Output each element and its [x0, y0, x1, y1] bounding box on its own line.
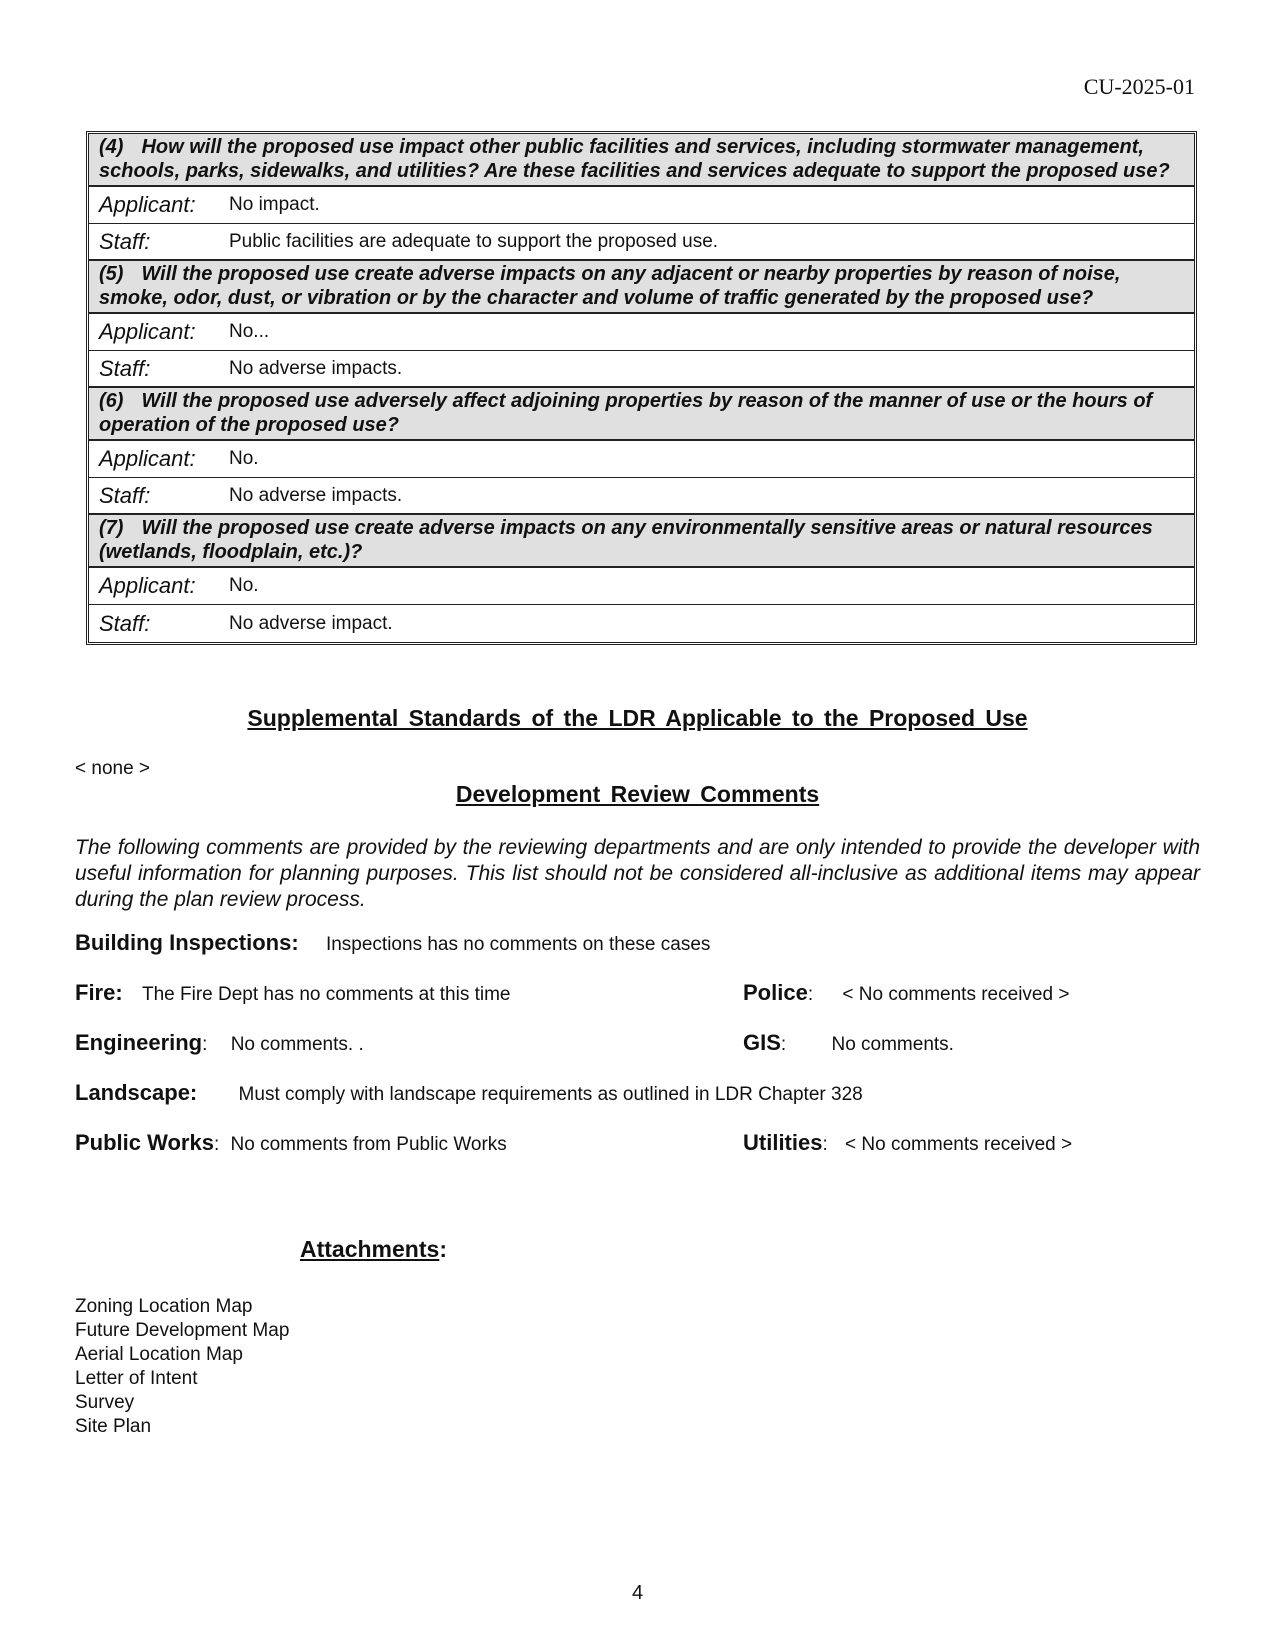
- comment-text: Inspections has no comments on these cases: [325, 934, 711, 955]
- staff-label: Staff:: [99, 610, 151, 636]
- staff-label: Staff:: [99, 228, 151, 254]
- attachment-item: Letter of Intent: [75, 1368, 198, 1389]
- case-number: CU-2025-01: [1083, 74, 1195, 99]
- attachments-list: [75, 1295, 289, 1439]
- attachment-item: Survey: [75, 1392, 135, 1413]
- applicant-response: No.: [229, 448, 259, 469]
- staff-response: No adverse impacts.: [229, 484, 403, 506]
- staff-label: Staff:: [99, 482, 151, 508]
- criterion-question: [89, 388, 1194, 441]
- attachment-item: Future Development Map: [75, 1320, 290, 1341]
- comment-building-inspections: [75, 930, 710, 956]
- staff-response: No adverse impact.: [229, 612, 393, 634]
- comment-label-colon: :: [822, 1134, 828, 1155]
- comment-utilities: [743, 1130, 1072, 1156]
- applicant-row: [89, 568, 1194, 605]
- applicant-label: Applicant:: [99, 319, 196, 344]
- staff-row: [89, 351, 1194, 388]
- comment-label: Engineering: [75, 1030, 203, 1055]
- comment-engineering: [75, 1030, 364, 1056]
- applicant-row: [89, 314, 1194, 351]
- comment-label: Police: [743, 980, 808, 1005]
- staff-label: Staff:: [99, 355, 151, 381]
- attachment-item: Zoning Location Map: [75, 1296, 253, 1317]
- applicant-response: No.: [229, 575, 259, 596]
- attachments-title: Attachments: [300, 1236, 440, 1262]
- staff-row: [89, 224, 1194, 261]
- criterion-text: Will the proposed use create adverse impacts on any adjacent or nearby properties by reason of noise, smoke, odor, dust, or vibration or by the character and volume of traffic generated by the proposed use?: [99, 263, 1121, 309]
- comment-text: < No comments received >: [842, 984, 1070, 1005]
- staff-row: [89, 478, 1194, 515]
- comment-fire: [75, 980, 511, 1006]
- comment-police: [743, 980, 1069, 1006]
- criterion-text: How will the proposed use impact other public facilities and services, including stormwater management, schools, parks, sidewalks, and utilities? Are these facilities and services adequate to support the proposed use?: [99, 136, 1170, 182]
- comment-text: No comments.: [831, 1034, 954, 1055]
- staff-row: [89, 605, 1194, 642]
- comment-landscape: [75, 1080, 863, 1106]
- attachments-heading: [300, 1236, 447, 1263]
- review-criteria-table: [86, 131, 1197, 645]
- comment-label-colon: :: [213, 1134, 220, 1155]
- comment-gis: [743, 1030, 954, 1056]
- criterion-question: [89, 261, 1194, 314]
- comment-label: Public Works: [75, 1130, 214, 1155]
- applicant-label: Applicant:: [99, 573, 196, 598]
- comment-label: Building Inspections:: [75, 930, 299, 955]
- staff-response: No adverse impacts.: [229, 357, 403, 379]
- criterion-text: Will the proposed use create adverse impacts on any environmentally sensitive areas or natural resources (wetlands, floodplain, etc.)?: [99, 517, 1153, 563]
- comment-text: The Fire Dept has no comments at this time: [141, 984, 511, 1005]
- criterion-6: [89, 388, 1194, 515]
- applicant-label: Applicant:: [99, 446, 196, 471]
- criterion-number: (5): [99, 263, 124, 285]
- comment-text: < No comments received >: [845, 1134, 1073, 1155]
- supplemental-standards-heading: Supplemental Standards of the LDR Applicable to the Proposed Use: [247, 705, 1028, 731]
- criterion-question: [89, 134, 1194, 187]
- comment-text: No comments. .: [230, 1034, 364, 1055]
- comment-label: Landscape:: [75, 1080, 198, 1105]
- attachments-colon: :: [439, 1236, 447, 1262]
- comment-label-colon: :: [202, 1034, 208, 1055]
- applicant-row: [89, 441, 1194, 478]
- page-number: 4: [631, 1582, 644, 1604]
- comment-label: Fire:: [75, 980, 123, 1005]
- applicant-response: No...: [229, 321, 270, 342]
- criterion-number: (6): [99, 390, 124, 412]
- criterion-5: [89, 261, 1194, 388]
- comment-text: No comments from Public Works: [230, 1134, 507, 1155]
- criterion-question: [89, 515, 1194, 568]
- criterion-number: (4): [99, 136, 124, 158]
- comment-label: Utilities: [743, 1130, 823, 1155]
- staff-response: Public facilities are adequate to support the proposed use.: [229, 230, 719, 252]
- supplemental-standards-value: < none >: [75, 758, 151, 779]
- comment-label-colon: :: [780, 1034, 787, 1055]
- criterion-4: [89, 134, 1194, 261]
- comment-text: Must comply with landscape requirements as outlined in LDR Chapter 328: [238, 1084, 863, 1105]
- applicant-response: No impact.: [229, 194, 320, 215]
- development-review-intro: The following comments are provided by the reviewing departments and are only intended to provide the developer with useful information for planning purposes. This list should not be considered all-inclusive as additional items may appear during the plan review process.: [75, 836, 1200, 911]
- comment-label: GIS: [743, 1030, 781, 1055]
- criterion-7: [89, 515, 1194, 642]
- criterion-text: Will the proposed use adversely affect adjoining properties by reason of the manner of use or the hours of operation of the proposed use?: [99, 390, 1153, 436]
- development-review-heading: Development Review Comments: [455, 781, 820, 807]
- applicant-label: Applicant:: [99, 192, 196, 217]
- comment-label-colon: :: [807, 984, 814, 1005]
- comment-public-works: [75, 1130, 507, 1156]
- applicant-row: [89, 187, 1194, 224]
- criterion-number: (7): [99, 517, 124, 539]
- attachment-item: Aerial Location Map: [75, 1344, 243, 1365]
- attachment-item: Site Plan: [75, 1416, 152, 1437]
